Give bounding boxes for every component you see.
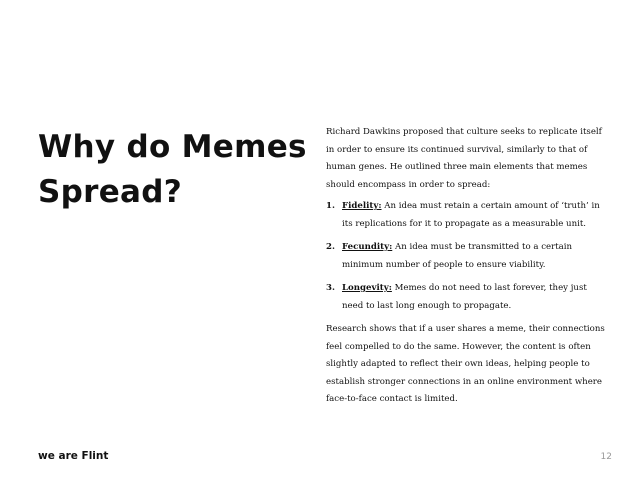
page-number: 12 [600, 452, 612, 462]
elements-list [326, 198, 608, 315]
list-number: 3. [326, 283, 335, 293]
title-line-2: Spread? [38, 174, 183, 210]
intro-paragraph: Richard Dawkins proposed that culture seeks to replicate itself in order to ensure its continued survival, similarly to that of human genes. He outlined three main elements that memes should encompass in order to spread: [326, 127, 602, 190]
list-number: 1. [326, 201, 335, 211]
list-text: An idea must retain a certain amount of ‘truth’ in its replications for it to propagate as a measurable unit. [342, 201, 600, 229]
list-term: Fidelity: [342, 201, 382, 211]
outro-paragraph: Research shows that if a user shares a meme, their connections feel compelled to do the same. However, the content is often slightly adapted to reflect their own ideas, helping people to establish stronger connections in an online environment where face-to-face contact is limited. [326, 324, 605, 404]
brand-logo-text: we are Flint [38, 450, 109, 462]
list-term: Fecundity: [342, 242, 393, 252]
list-item-longevity [326, 280, 608, 315]
title-line-1: Why do Memes [38, 129, 307, 165]
list-number: 2. [326, 242, 335, 252]
list-item-fecundity [326, 239, 608, 274]
list-text: Memes do not need to last forever, they just need to last long enough to propagate. [342, 283, 587, 311]
list-item-fidelity [326, 198, 608, 233]
list-term: Longevity: [342, 283, 392, 293]
body-text [326, 124, 608, 409]
list-text: An idea must be transmitted to a certain minimum number of people to ensure viability. [342, 242, 573, 270]
slide-title [38, 125, 308, 215]
